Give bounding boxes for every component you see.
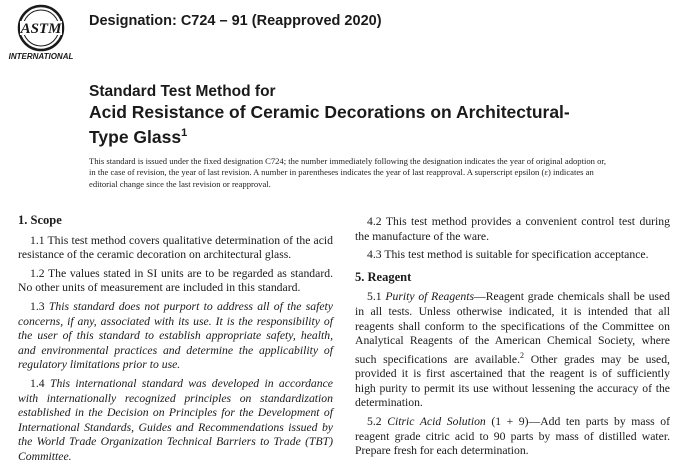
paragraph-1-2: 1.2 The values stated in SI units are to be regarded as standard. No other units of measurement are included in this standard. [18, 266, 333, 295]
designation-notice: This standard is issued under the fixed designation C724; the number immediately following the designation indicates the year of original adoption or, in the case of revision, the year of last revision. A number in parentheses indicates the year of last reapproval. A superscript epsilon (ε) indicates an editorial change since the last revision or reapproval. [89, 156, 607, 189]
paragraph-4-3: 4.3 This test method is suitable for specification acceptance. [367, 248, 649, 262]
astm-logo [4, 3, 78, 63]
logo-text-bottom: INTERNATIONAL [8, 52, 74, 61]
paragraph-1-1: 1.1 This test method covers qualitative determination of the acid resistance of the ceramic decoration on architectural glass. [18, 233, 333, 262]
footnote-2-link[interactable]: 2 [520, 350, 525, 360]
left-column [18, 213, 333, 469]
designation: Designation: C724 – 91 (Reapproved 2020) [89, 13, 382, 29]
paragraph-4-2: 4.2 This test method provides a convenient control test during the manufacture of the ware. [355, 215, 670, 243]
document-title [89, 82, 570, 148]
logo-text-top: ASTM [20, 21, 62, 37]
section-5-heading: 5. Reagent [355, 269, 412, 284]
title-footnote-link[interactable]: 1 [181, 127, 188, 139]
paragraph-5-2: 5.2 Citric Acid Solution (1 + 9)—Add ten parts by mass of reagent grade citric acid to 90 parts by mass of distilled water. Prepare fresh for each determination. [355, 415, 670, 458]
section-1-heading: 1. Scope [18, 213, 62, 227]
paragraph-1-3: 1.3 This standard does not purport to address all of the safety concerns, if any, associated with its use. It is the responsibility of the user of this standard to establish appropriate safety, health, and environmental practices and determine the applicability of regulatory limitations prior to use. [18, 299, 333, 372]
title-line-1: Acid Resistance of Ceramic Decorations on Architectural- [89, 102, 570, 122]
title-standard-label: Standard Test Method for [89, 83, 276, 100]
title-line-2: Type Glass$^1$ [89, 126, 188, 147]
right-column [355, 215, 670, 463]
paragraph-1-4: 1.4 This international standard was developed in accordance with internationally recognized principles on standardization established in the Decision on Principles for the Development of International Standards, Guides and Recommendations issued by the World Trade Organization Technical Barriers to Trade (TBT) Committee. [18, 376, 333, 463]
paragraph-5-1: 5.1 Purity of Reagents—Reagent grade chemicals shall be used in all tests. Unless otherwise indicated, it is intended that all reagents shall conform to the specifications of the Committee on Analytical Reagents of the American Chemical Society, where such specifications are available.$^2$ Other grades may be used, provided it is first ascertained that the reagent is of sufficiently high purity to permit its use without lessening the accuracy of the determination. [355, 290, 670, 410]
